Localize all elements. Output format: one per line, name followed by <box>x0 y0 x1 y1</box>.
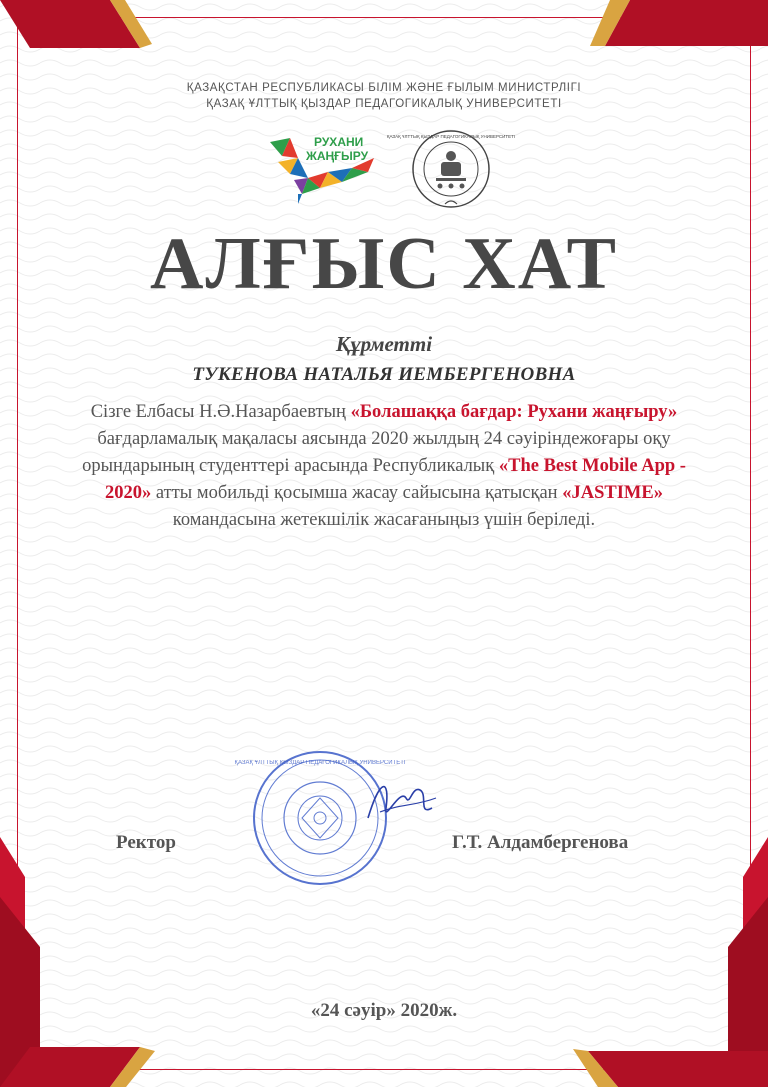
seal-ring-text: ҚАЗАҚ ҰЛТТЫҚ ҚЫЗДАР ПЕДАГОГИКАЛЫҚ УНИВЕРСИТЕТІ <box>234 760 406 766</box>
emblem-ring-text: ҚАЗАҚ ҰЛТТЫҚ ҚЫЗДАР ПЕДАГОГИКАЛЫҚ УНИВЕРСИТЕТІ <box>386 134 516 139</box>
top-right-ribbon <box>560 0 768 60</box>
rector-label: Ректор <box>116 832 176 853</box>
greeting: Құрметті <box>335 332 433 356</box>
top-left-ribbon <box>0 0 160 60</box>
rector-signature <box>360 768 440 838</box>
recipient-name: ТУКЕНОВА НАТАЛЬЯ ИЕМБЕРГЕНОВНА <box>192 364 576 385</box>
body-highlight-contest: «The Best Mobile App - 2020» <box>105 456 686 503</box>
body-text-4: командасына жетекшілік жасағаныңыз үшін беріледі. <box>172 510 596 530</box>
university-emblem <box>386 128 516 210</box>
body-highlight-team: «JASTIME» <box>562 483 663 503</box>
bottom-right-ribbon <box>568 837 768 1087</box>
issue-date: «24 сәуір» 2020ж. <box>310 1000 458 1021</box>
body-text-2: бағдарламалық мақаласы аясында 2020 жылдың 24 сәуіріндежоғары оқу орындарының студенттері арасында Республикалық <box>82 429 671 476</box>
university-header: ҚАЗАҚ ҰЛТТЫҚ ҚЫЗДАР ПЕДАГОГИКАЛЫҚ УНИВЕРСИТЕТІ <box>206 98 562 110</box>
rukhani-line1: РУХАНИ <box>314 135 364 149</box>
certificate-body <box>80 399 688 534</box>
body-text-3: атты мобильді қосымша жасау сайысына қатысқан <box>151 483 563 503</box>
rukhani-line2: ЖАҢҒЫРУ <box>306 149 369 163</box>
body-highlight-program: «Болашаққа бағдар: Рухани жаңғыру» <box>350 402 678 422</box>
bottom-left-ribbon <box>0 837 160 1087</box>
certificate-title: АЛҒЫС ХАТ <box>150 223 618 305</box>
rukhani-zhangyru-logo <box>268 128 378 208</box>
ministry-header: ҚАЗАҚСТАН РЕСПУБЛИКАСЫ БІЛІМ ЖӘНЕ ҒЫЛЫМ МИНИСТРЛІГІ <box>186 82 582 94</box>
body-text-1: Сізге Елбасы Н.Ә.Назарбаевтың <box>90 402 351 422</box>
rector-name: Г.Т. Алдамбергенова <box>452 832 629 853</box>
